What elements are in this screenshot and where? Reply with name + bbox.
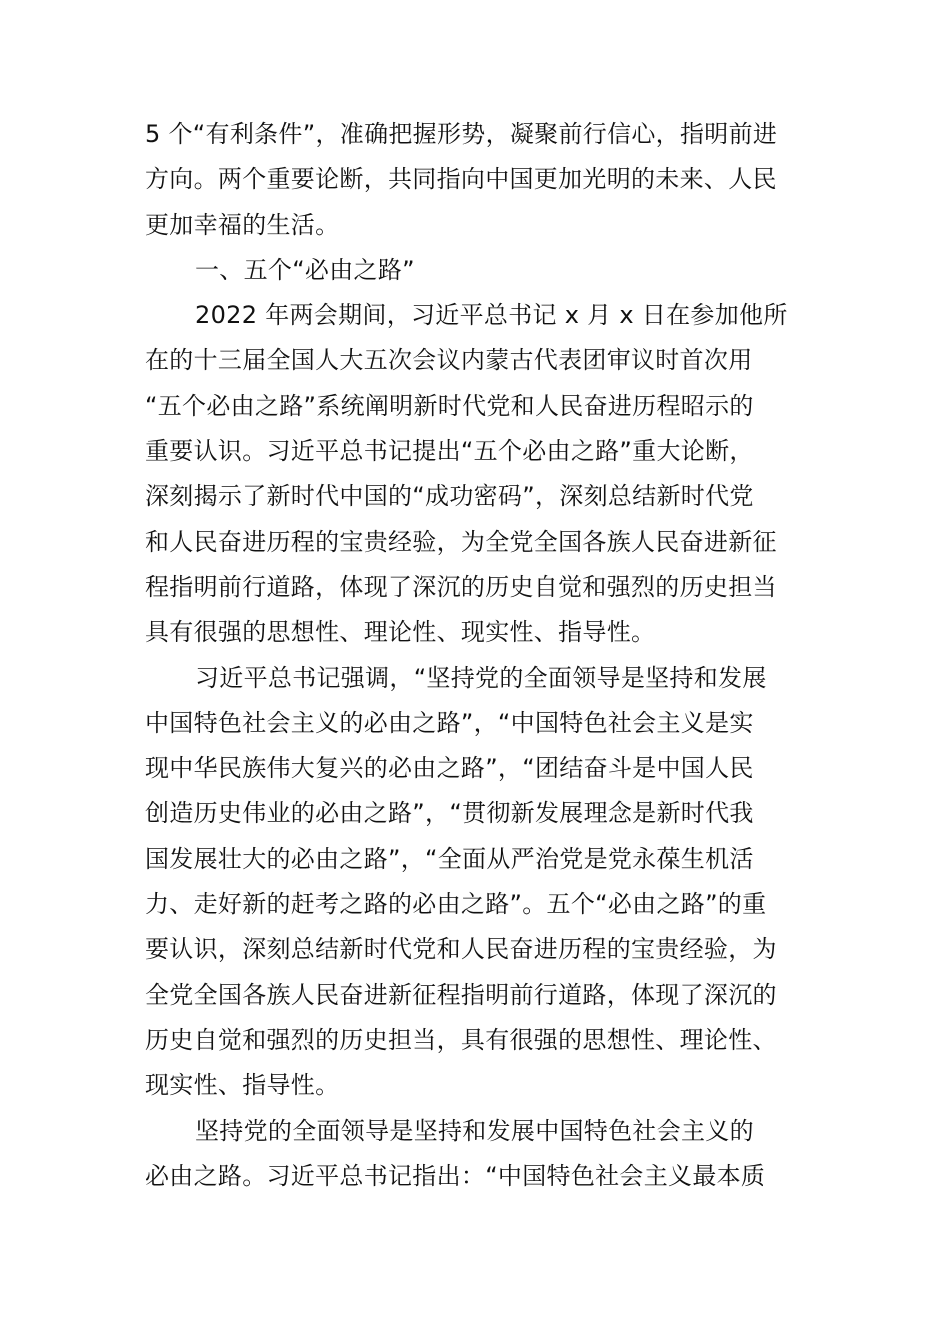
text-line: 更加幸福的生活。 — [145, 210, 340, 239]
text-line: 方向。两个重要论断，共同指向中国更加光明的未来、人民 — [145, 165, 777, 194]
text-line: 历史自觉和强烈的历史担当，具有很强的思想性、理论性、 — [145, 1025, 777, 1054]
text-line: 具有很强的思想性、理论性、现实性、指导性。 — [145, 618, 656, 647]
text-line: 全党全国各族人民奋进新征程指明前行道路，体现了深沉的 — [145, 980, 777, 1009]
text-line: 国发展壮大的必由之路”，“全面从严治党是党永葆生机活 — [145, 844, 754, 873]
text-line: 中国特色社会主义的必由之路”，“中国特色社会主义是实 — [145, 708, 754, 737]
text-line: 程指明前行道路，体现了深沉的历史自觉和强烈的历史担当 — [145, 572, 777, 601]
text-line: 5 个“有利条件”，准确把握形势，凝聚前行信心，指明前进 — [145, 120, 778, 148]
text-line: 要认识，深刻总结新时代党和人民奋进历程的宝贵经验，为 — [145, 935, 777, 964]
text-line: 现中华民族伟大复兴的必由之路”，“团结奋斗是中国人民 — [145, 754, 754, 783]
text-line: 现实性、指导性。 — [145, 1071, 340, 1100]
text-line: 必由之路。习近平总书记指出：“中国特色社会主义最本质 — [145, 1161, 766, 1190]
text-line: 在的十三届全国人大五次会议内蒙古代表团审议时首次用 — [145, 346, 753, 375]
text-line: 和人民奋进历程的宝贵经验，为全党全国各族人民奋进新征 — [145, 527, 777, 556]
text-line: 力、走好新的赶考之路的必由之路”。五个“必由之路”的重 — [145, 890, 767, 919]
text-line: 习近平总书记强调，“坚持党的全面领导是坚持和发展 — [195, 663, 767, 692]
text-line: 重要认识。习近平总书记提出“五个必由之路”重大论断， — [145, 437, 754, 466]
text-line: 坚持党的全面领导是坚持和发展中国特色社会主义的 — [195, 1116, 754, 1145]
document-body — [145, 112, 807, 1199]
text-line: 深刻揭示了新时代中国的“成功密码”，深刻总结新时代党 — [145, 482, 754, 511]
text-line: “五个必由之路”系统阐明新时代党和人民奋进历程昭示的 — [145, 391, 754, 420]
text-line: 创造历史伟业的必由之路”，“贯彻新发展理念是新时代我 — [145, 799, 754, 828]
text-line: 2022 年两会期间，习近平总书记 x 月 x 日在参加他所 — [195, 301, 788, 330]
text-line: 一、五个“必由之路” — [195, 255, 415, 284]
